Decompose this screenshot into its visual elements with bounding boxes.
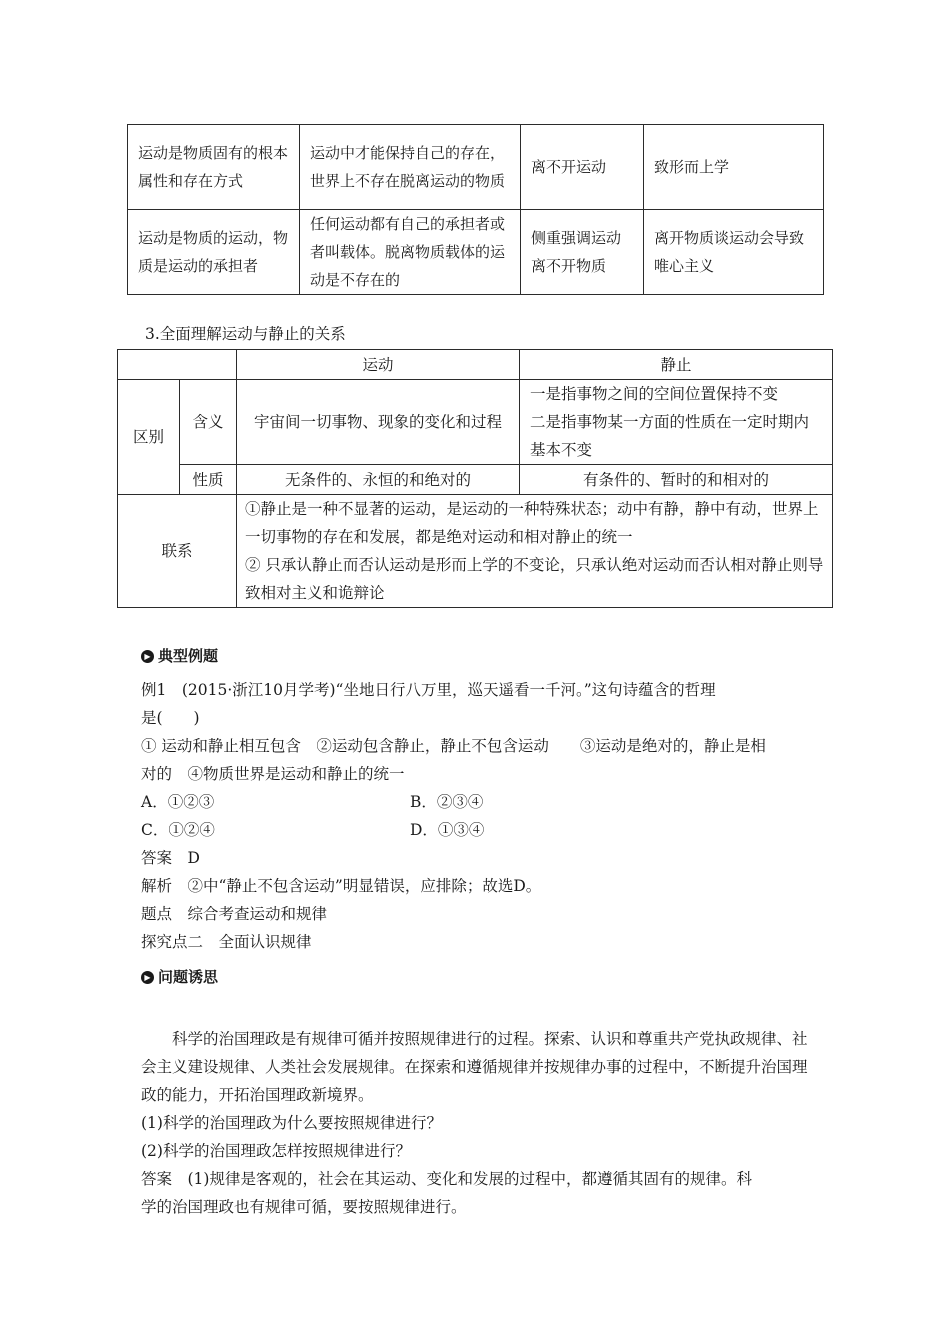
inquiry-point: 探究点二 全面认识规律 bbox=[141, 933, 312, 951]
table-cell: 运动是物质的运动，物质是运动的承担者 bbox=[128, 210, 300, 295]
table-row bbox=[118, 380, 833, 465]
table-row bbox=[118, 495, 833, 608]
table-cell bbox=[520, 380, 833, 465]
heading-label: 问题诱思 bbox=[158, 968, 219, 986]
table-cell: 宇宙间一切事物、现象的变化和过程 bbox=[237, 380, 520, 465]
table-cell: 离开物质谈运动会导致唯心主义 bbox=[644, 210, 824, 295]
question-2: (2)科学的治国理政怎样按照规律进行？ bbox=[141, 1142, 411, 1160]
row-label: 区别 bbox=[118, 380, 180, 495]
play-icon: ▶ bbox=[141, 650, 154, 663]
empty-cell bbox=[118, 350, 237, 380]
cell-line: ①静止是一种不显著的运动，是运动的一种特殊状态；动中有静，静中有动，世界上一切事物的存在和发展，都是绝对运动和相对静止的统一 bbox=[245, 500, 819, 546]
table-cell bbox=[237, 495, 833, 608]
row-label: 性质 bbox=[180, 465, 237, 495]
section-title: 3.全面理解运动与静止的关系 bbox=[145, 325, 346, 343]
table-cell: 运动是物质固有的根本属性和存在方式 bbox=[128, 125, 300, 210]
table-cell: 侧重强调运动离不开物质 bbox=[521, 210, 644, 295]
answer: 答案 D bbox=[141, 849, 200, 867]
column-header: 静止 bbox=[520, 350, 833, 380]
section-heading bbox=[141, 966, 218, 988]
question-options: 对的 ④物质世界是运动和静止的统一 bbox=[141, 765, 405, 783]
question-options: ① 运动和静止相互包含 ②运动包含静止，静止不包含运动 ③运动是绝对的，静止是相 bbox=[141, 737, 766, 755]
row-label: 含义 bbox=[180, 380, 237, 465]
answer: 答案 (1)规律是客观的，社会在其运动、变化和发展的过程中，都遵循其固有的规律。科 bbox=[141, 1170, 752, 1188]
play-icon: ▶ bbox=[141, 971, 154, 984]
choice-d: D．①③④ bbox=[410, 821, 485, 839]
topic: 题点 综合考查运动和规律 bbox=[141, 905, 328, 923]
choice-b: B．②③④ bbox=[410, 793, 484, 811]
table-cell: 运动中才能保持自己的存在，世界上不存在脱离运动的物质 bbox=[300, 125, 521, 210]
question-stem: 例1 (2015·浙江10月学考)“坐地日行八万里，巡天遥看一千河。”这句诗蕴含的哲理 bbox=[141, 681, 716, 699]
heading-label: 典型例题 bbox=[158, 647, 219, 665]
row-label: 联系 bbox=[118, 495, 237, 608]
table-cell: 离不开运动 bbox=[521, 125, 644, 210]
motion-rest-table bbox=[117, 349, 833, 608]
motion-matter-table bbox=[127, 124, 824, 295]
question-stem: 是( ) bbox=[141, 709, 200, 727]
table-cell: 致形而上学 bbox=[644, 125, 824, 210]
table-row bbox=[128, 210, 824, 295]
passage: 科学的治国理政是有规律可循并按照规律进行的过程。探索、认识和尊重共产党执政规律、社会主义建设规律、人类社会发展规律。在探索和遵循规律并按规律办事的过程中，不断提升治国理政的能力，开拓治国理政新境界。 bbox=[141, 1030, 808, 1104]
analysis: 解析 ②中“静止不包含运动”明显错误，应排除；故选D。 bbox=[141, 877, 542, 895]
table-row bbox=[118, 350, 833, 380]
table-cell: 有条件的、暂时的和相对的 bbox=[520, 465, 833, 495]
cell-line: 二是指事物某一方面的性质在一定时期内基本不变 bbox=[530, 413, 810, 459]
cell-line: 一是指事物之间的空间位置保持不变 bbox=[530, 385, 779, 403]
choice-a: A．①②③ bbox=[141, 793, 215, 811]
table-row bbox=[118, 465, 833, 495]
section-heading bbox=[141, 645, 218, 667]
question-1: (1)科学的治国理政为什么要按照规律进行？ bbox=[141, 1114, 442, 1132]
cell-line: ② 只承认静止而否认运动是形而上学的不变论，只承认绝对运动而否认相对静止则导致相对主义和诡辩论 bbox=[245, 556, 824, 602]
table-cell: 无条件的、永恒的和绝对的 bbox=[237, 465, 520, 495]
table-row bbox=[128, 125, 824, 210]
table-cell: 任何运动都有自己的承担者或者叫载体。脱离物质载体的运动是不存在的 bbox=[300, 210, 521, 295]
answer: 学的治国理政也有规律可循，要按照规律进行。 bbox=[141, 1198, 467, 1216]
choice-c: C．①②④ bbox=[141, 821, 215, 839]
column-header: 运动 bbox=[237, 350, 520, 380]
